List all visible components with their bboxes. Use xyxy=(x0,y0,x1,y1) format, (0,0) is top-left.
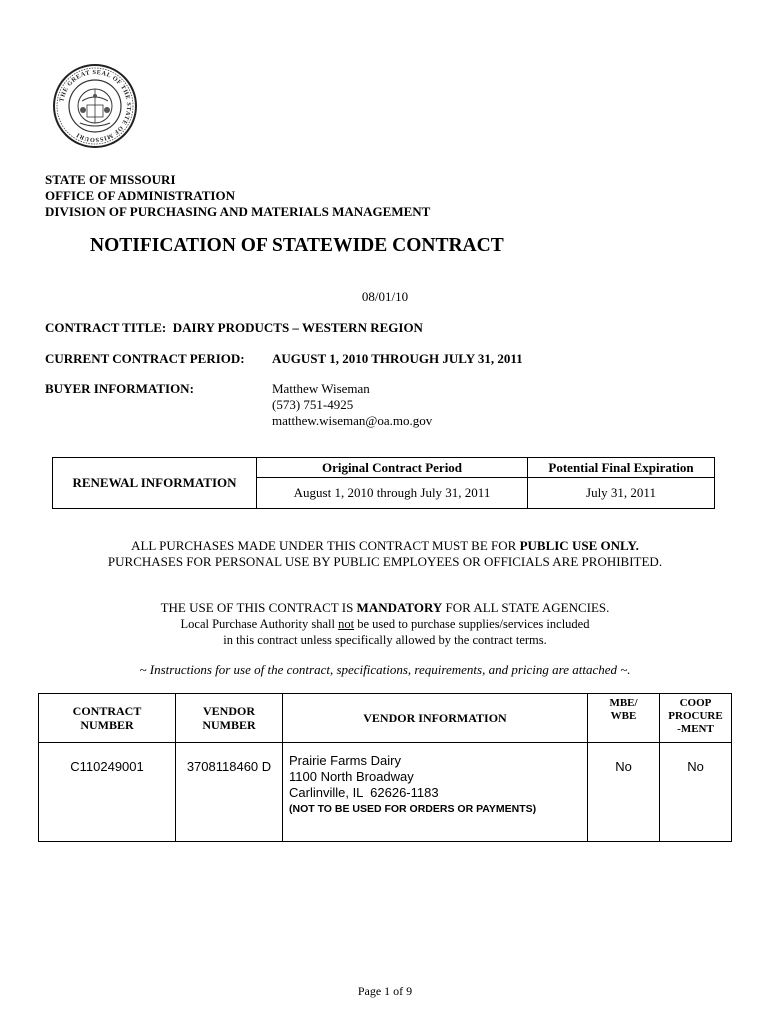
vendor-address-note: (NOT TO BE USED FOR ORDERS OR PAYMENTS) xyxy=(289,803,537,815)
vendor-address-line2: Carlinville, IL 62626-1183 xyxy=(289,785,439,800)
vendor-table xyxy=(38,693,732,842)
instructions-note: ~ Instructions for use of the contract, specifications, requirements, and pricing are attached ~. xyxy=(139,662,631,677)
contract-title-value: DAIRY PRODUCTS – WESTERN REGION xyxy=(172,320,423,335)
mbe-wbe-cell: No xyxy=(588,743,660,842)
vendor-info-cell xyxy=(283,743,588,842)
final-expiration-header: Potential Final Expiration xyxy=(528,458,715,478)
contract-title-label: CONTRACT TITLE: xyxy=(45,320,167,335)
table-row xyxy=(39,743,732,842)
page-number: Page 1 of 9 xyxy=(357,984,413,998)
agency-line: STATE OF MISSOURI xyxy=(45,172,176,187)
vendor-number-header: VENDOR NUMBER xyxy=(176,694,283,743)
buyer-label: BUYER INFORMATION: xyxy=(45,381,194,396)
personal-use-text: PURCHASES FOR PERSONAL USE BY PUBLIC EMPLOYEES OR OFFICIALS ARE PROHIBITED. xyxy=(107,554,663,569)
agency-header xyxy=(45,172,430,220)
local-authority-emphasis: not xyxy=(338,617,355,631)
mandatory-suffix: FOR ALL STATE AGENCIES. xyxy=(442,600,610,615)
contract-number-cell: C110249001 xyxy=(39,743,176,842)
vendor-address-line1: 1100 North Broadway xyxy=(289,769,414,784)
document-date: 08/01/10 xyxy=(361,289,409,304)
coop-header: COOP PROCURE -MENT xyxy=(660,694,732,743)
mbe-wbe-header: MBE/ WBE xyxy=(588,694,660,743)
buyer-email: matthew.wiseman@oa.mo.gov xyxy=(272,413,433,428)
renewal-label: RENEWAL INFORMATION xyxy=(53,458,257,509)
local-authority-suffix: be used to purchase supplies/services included xyxy=(354,617,590,631)
agency-line: OFFICE OF ADMINISTRATION xyxy=(45,188,235,203)
buyer-info xyxy=(272,381,432,429)
missouri-state-seal xyxy=(52,63,138,149)
local-authority-text: Local Purchase Authority shall xyxy=(180,617,339,631)
original-period-header: Original Contract Period xyxy=(257,458,528,478)
public-use-text: ALL PURCHASES MADE UNDER THIS CONTRACT MUST BE FOR xyxy=(131,538,520,553)
contract-title-row xyxy=(45,320,423,336)
public-use-emphasis: PUBLIC USE ONLY. xyxy=(519,538,639,553)
buyer-phone: (573) 751-4925 xyxy=(272,397,354,412)
vendor-number-cell: 3708118460 D xyxy=(176,743,283,842)
contract-period-value: AUGUST 1, 2010 THROUGH JULY 31, 2011 xyxy=(272,351,523,366)
contract-number-header: CONTRACT NUMBER xyxy=(39,694,176,743)
svg-text:THE GREAT SEAL OF THE STATE OF: THE GREAT SEAL OF THE STATE OF MISSOURI xyxy=(58,68,133,144)
document-title: NOTIFICATION OF STATEWIDE CONTRACT xyxy=(90,235,504,256)
contract-period-label: CURRENT CONTRACT PERIOD: xyxy=(45,351,245,366)
vendor-info-header: VENDOR INFORMATION xyxy=(283,694,588,743)
renewal-table xyxy=(52,457,715,509)
mandatory-emphasis: MANDATORY xyxy=(356,600,443,615)
public-use-notice xyxy=(0,538,770,570)
mandatory-notice xyxy=(0,600,770,648)
original-period-value: August 1, 2010 through July 31, 2011 xyxy=(257,478,528,509)
buyer-name: Matthew Wiseman xyxy=(272,381,370,396)
local-authority-line2: in this contract unless specifically allowed by the contract terms. xyxy=(223,633,547,647)
coop-cell: No xyxy=(660,743,732,842)
agency-line: DIVISION OF PURCHASING AND MATERIALS MANAGEMENT xyxy=(45,204,431,219)
final-expiration-value: July 31, 2011 xyxy=(528,478,715,509)
vendor-name: Prairie Farms Dairy xyxy=(289,753,401,768)
mandatory-text: THE USE OF THIS CONTRACT IS xyxy=(160,600,357,615)
